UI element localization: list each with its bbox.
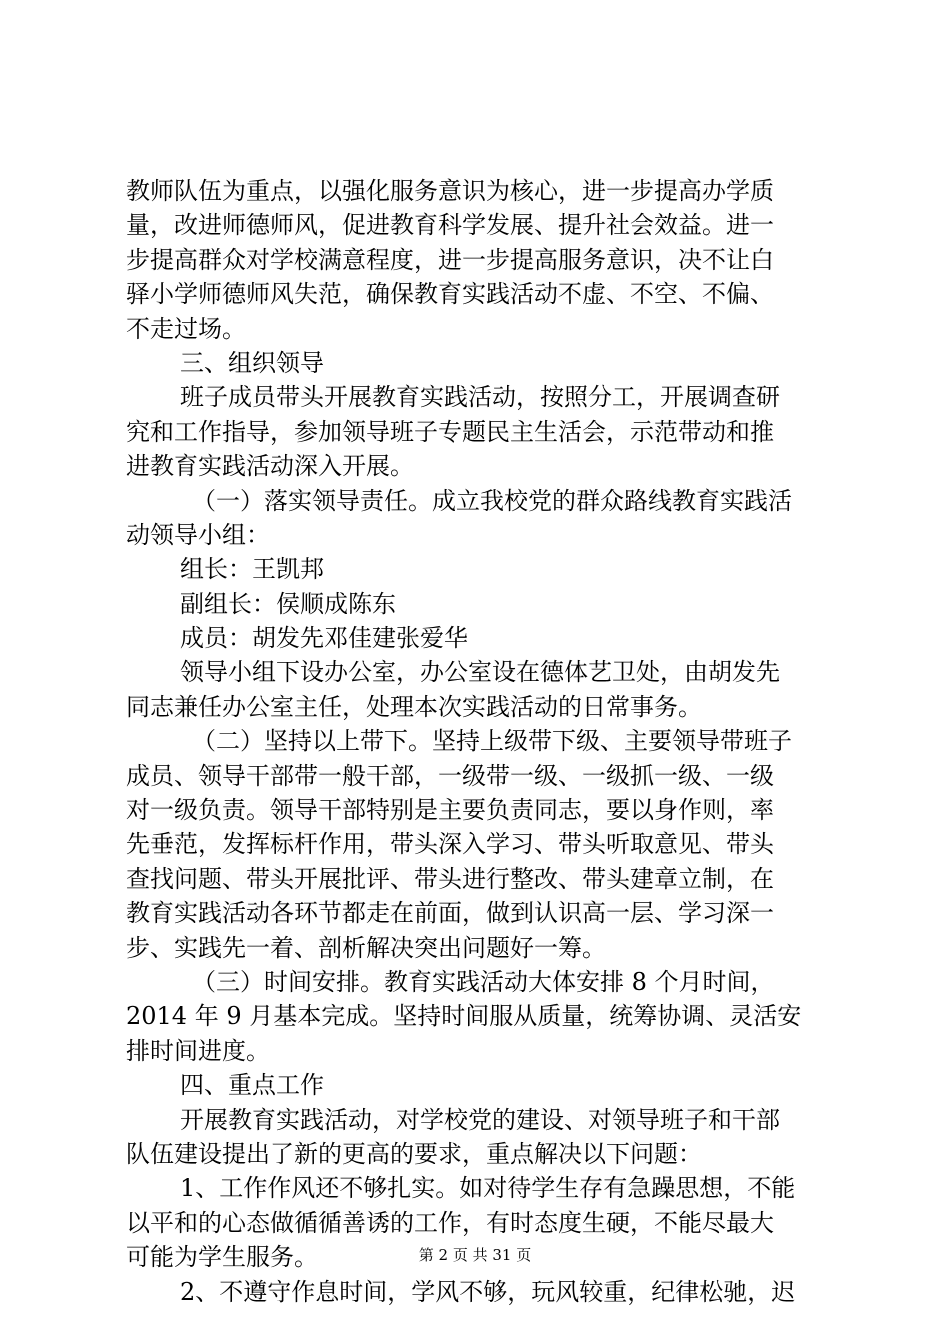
text-line: 队伍建设提出了新的更高的要求，重点解决以下问题： <box>126 1139 702 1168</box>
text-line: 究和工作指导，参加领导班子专题民主生活会，示范带动和推 <box>126 417 774 446</box>
text-line: 动领导小组： <box>126 520 270 549</box>
text-line: 同志兼任办公室主任，处理本次实践活动的日常事务。 <box>126 692 702 721</box>
page-footer: 第 2 页 共 31 页 <box>418 1246 532 1264</box>
text-line: 领导小组下设办公室，办公室设在德体艺卫处，由胡发先 <box>180 658 780 687</box>
text-line: 成员：胡发先邓佳建张爱华 <box>180 624 468 653</box>
text-line: 排时间进度。 <box>126 1036 270 1065</box>
text-line: （三）时间安排。教育实践活动大体安排 8 个月时间， <box>192 967 775 996</box>
text-line: 量，改进师德师风，促进教育科学发展、提升社会效益。进一 <box>126 211 774 240</box>
text-line: 先垂范，发挥标杆作用，带头深入学习、带头听取意见、带头 <box>126 830 774 859</box>
text-line: 驿小学师德师风失范，确保教育实践活动不虚、不空、不偏、 <box>126 280 774 309</box>
text-line: （二）坚持以上带下。坚持上级带下级、主要领导带班子 <box>192 727 792 756</box>
text-line: 开展教育实践活动，对学校党的建设、对领导班子和干部 <box>180 1105 780 1134</box>
text-line: 以平和的心态做循循善诱的工作，有时态度生硬，不能尽最大 <box>126 1208 774 1237</box>
text-line: 可能为学生服务。 <box>126 1243 318 1272</box>
text-line: 步、实践先一着、剖析解决突出问题好一筹。 <box>126 933 606 962</box>
text-line: 查找问题、带头开展批评、带头进行整改、带头建章立制，在 <box>126 864 774 893</box>
text-line: 副组长：侯顺成陈东 <box>180 589 396 618</box>
text-line: 四、重点工作 <box>180 1071 324 1100</box>
text-line: 班子成员带头开展教育实践活动，按照分工，开展调查研 <box>180 383 780 412</box>
text-line: 三、组织领导 <box>180 348 324 377</box>
text-line: 组长：王凯邦 <box>180 555 324 584</box>
text-line: 2014 年 9 月基本完成。坚持时间服从质量，统筹协调、灵活安 <box>126 1002 802 1031</box>
text-line: 对一级负责。领导干部特别是主要负责同志，要以身作则，率 <box>126 796 774 825</box>
text-line: （一）落实领导责任。成立我校党的群众路线教育实践活 <box>192 486 792 515</box>
text-line: 进教育实践活动深入开展。 <box>126 452 414 481</box>
text-line: 不走过场。 <box>126 314 246 343</box>
text-line: 步提高群众对学校满意程度，进一步提高服务意识，决不让白 <box>126 245 774 274</box>
document-body <box>126 174 842 1309</box>
text-line: 教育实践活动各环节都走在前面，做到认识高一层、学习深一 <box>126 899 774 928</box>
text-line: 1、工作作风还不够扎实。如对待学生存有急躁思想，不能 <box>180 1174 796 1203</box>
text-line: 2、不遵守作息时间，学风不够，玩风较重，纪律松驰，迟 <box>180 1277 796 1306</box>
text-line: 教师队伍为重点，以强化服务意识为核心，进一步提高办学质 <box>126 177 774 205</box>
text-line: 成员、领导干部带一般干部，一级带一级、一级抓一级、一级 <box>126 761 774 790</box>
